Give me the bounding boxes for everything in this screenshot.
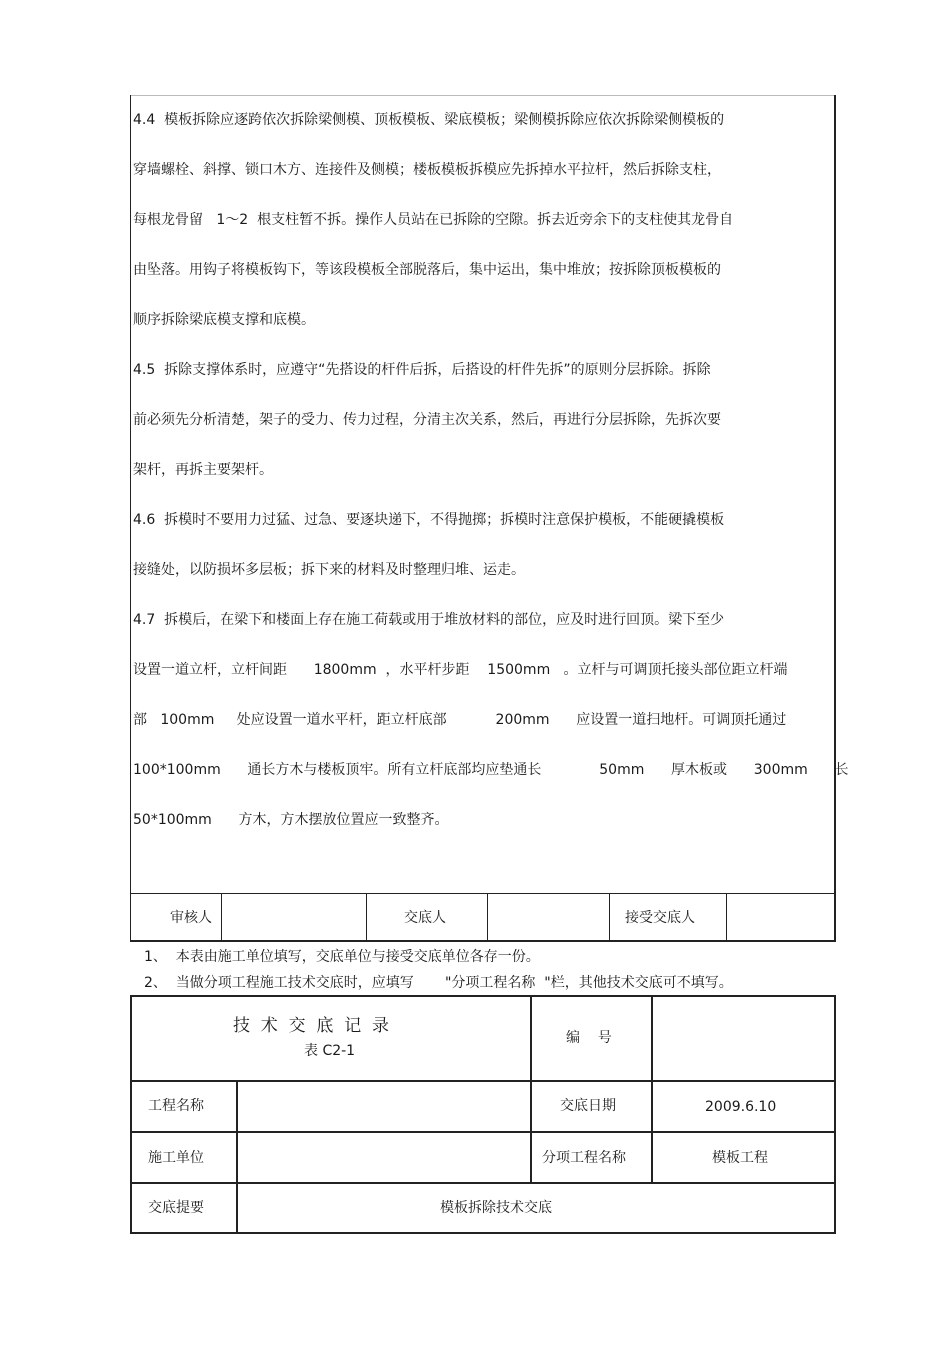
content-line: 4.5 拆除支撑体系时，应遵守“先搭设的杆件后拆，后搭设的杆件先拆”的原则分层拆除。拆除 — [133, 362, 711, 378]
content-line: 设置一道立杆，立杆间距 1800mm ，水平杆步距 1500mm 。立杆与可调顶托接头部位距立杆端 — [133, 662, 788, 678]
date-label: 交底日期 — [560, 1098, 616, 1114]
left-border — [130, 95, 131, 942]
content-line: 4.7 拆模后，在梁下和楼面上存在施工荷载或用于堆放材料的部位，应及时进行回顶。梁下至少 — [133, 612, 725, 628]
signature-divider — [726, 893, 727, 941]
content-line: 接缝处，以防损坏多层板；拆下来的材料及时整理归堆、运走。 — [133, 562, 525, 578]
signature-bottom-border — [130, 940, 836, 942]
content-line: 顺序拆除梁底模支撑和底模。 — [133, 312, 315, 328]
col-divider — [236, 1080, 238, 1234]
signature-divider — [221, 893, 222, 941]
signature-divider — [609, 893, 610, 941]
summary-value: 模板拆除技术交底 — [440, 1200, 552, 1216]
note-item: 1、 本表由施工单位填写，交底单位与接受交底单位各存一份。 — [144, 949, 540, 965]
receiver-label: 接受交底人 — [625, 910, 695, 926]
top-border — [130, 95, 836, 96]
note-item: 2、 当做分项工程施工技术交底时，应填写 "分项工程名称 "栏，其他技术交底可不填写。 — [144, 975, 733, 991]
signature-divider — [487, 893, 488, 941]
col-divider — [530, 995, 532, 1183]
content-line: 50*100mm 方木，方木摆放位置应一致整齐。 — [133, 812, 449, 828]
right-border — [834, 95, 836, 942]
content-line: 每根龙骨留 1～2 根支柱暂不拆。操作人员站在已拆除的空隙。拆去近旁余下的支柱使其龙骨自 — [133, 212, 734, 228]
reviewer-label: 审核人 — [170, 910, 212, 926]
project-name-label: 工程名称 — [148, 1098, 204, 1114]
form-code: 表 C2-1 — [304, 1043, 356, 1059]
sub-project-value: 模板工程 — [712, 1150, 768, 1166]
discloser-label: 交底人 — [404, 910, 446, 926]
content-line: 4.6 拆模时不要用力过猛、过急、要逐块递下，不得抛掷；拆模时注意保护模板，不能硬撬模板 — [133, 512, 725, 528]
content-line: 4.4 模板拆除应逐跨依次拆除梁侧模、顶板模板、梁底模板；梁侧模拆除应依次拆除梁侧模板的 — [133, 112, 725, 128]
record-title: 技 术 交 底 记 录 — [233, 1016, 390, 1036]
content-line: 前必须先分析清楚，架子的受力、传力过程，分清主次关系，然后，再进行分层拆除，先拆次要 — [133, 412, 721, 428]
content-line: 由坠落。用钩子将模板钩下，等该段模板全部脱落后，集中运出，集中堆放；按拆除顶板模板的 — [133, 262, 721, 278]
content-line: 架杆，再拆主要架杆。 — [133, 462, 273, 478]
record-top-border — [130, 995, 836, 997]
sub-project-label: 分项工程名称 — [542, 1150, 626, 1166]
construction-unit-label: 施工单位 — [148, 1150, 204, 1166]
content-line: 部 100mm 处应设置一道水平杆，距立杆底部 200mm 应设置一道扫地杆。可调顶托通过 — [133, 712, 787, 728]
summary-label: 交底提要 — [148, 1200, 204, 1216]
content-line: 穿墙螺栓、斜撑、锁口木方、连接件及侧模；楼板模板拆模应先拆掉水平拉杆，然后拆除支柱， — [133, 162, 721, 178]
record-left-border — [130, 995, 132, 1234]
signature-top-border — [130, 893, 836, 894]
col-divider — [651, 995, 653, 1183]
content-line: 100*100mm 通长方木与楼板顶牢。所有立杆底部均应垫通长 50mm 厚木板或 300mm 长 — [133, 762, 849, 778]
number-label: 编 号 — [566, 1030, 612, 1046]
signature-divider — [366, 893, 367, 941]
date-value: 2009.6.10 — [705, 1099, 777, 1115]
record-right-border — [834, 995, 836, 1234]
